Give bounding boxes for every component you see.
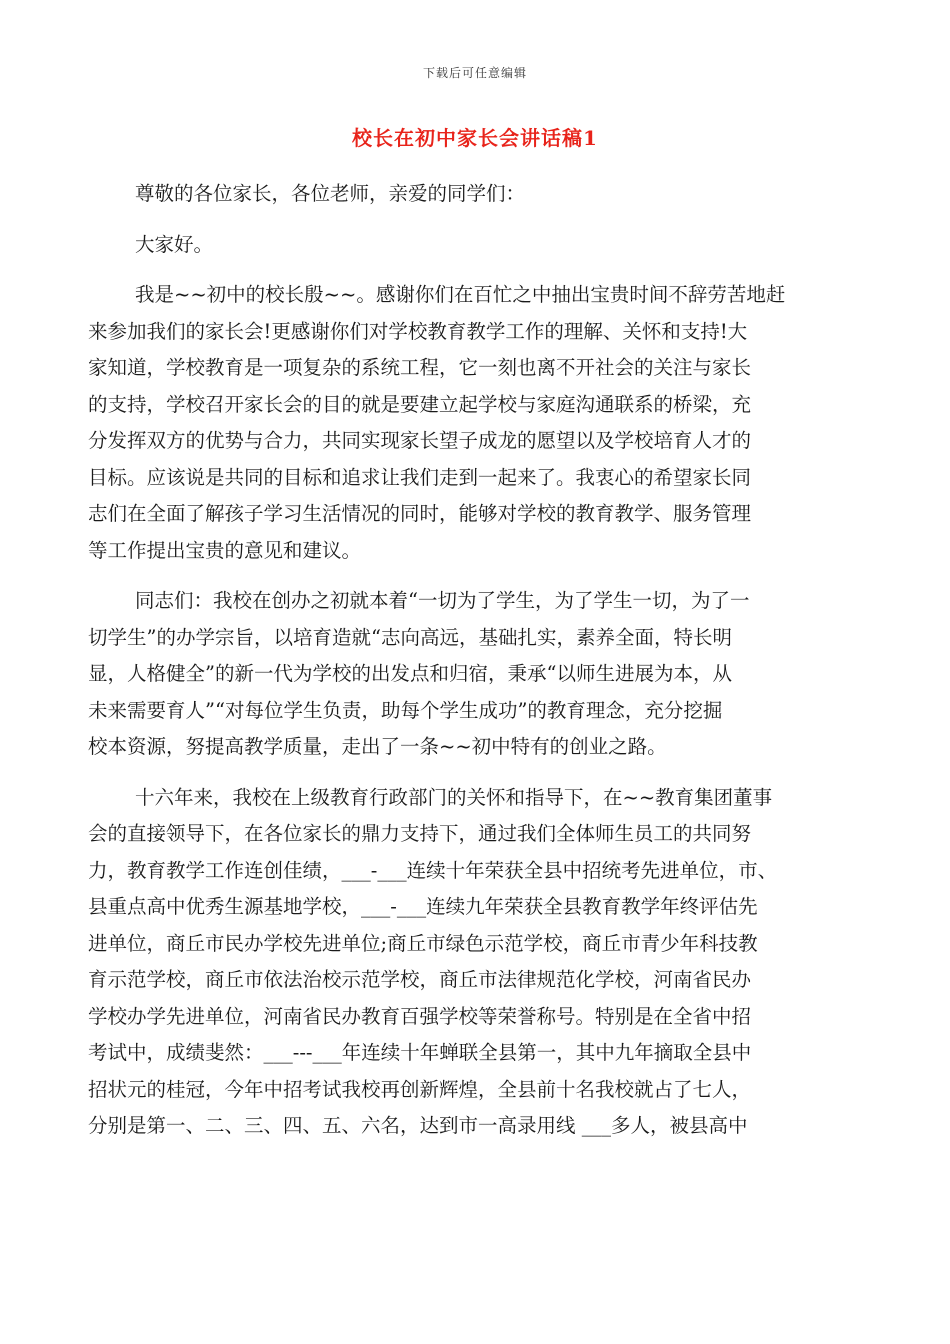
paragraph-line: 分发挥双方的优势与合力，共同实现家长望子成龙的愿望以及学校培育人才的 (88, 429, 752, 452)
paragraph-line: 县重点高中优秀生源基地学校，___-___连续九年荣获全县教育教学年终评估先 (88, 895, 758, 918)
paragraph-salutation (88, 176, 858, 213)
paragraph-line: 我是~~初中的校长殷~~。感谢你们在百忙之中抽出宝贵时间不辞劳苦地赶 (135, 283, 786, 306)
paragraph-line: 家知道，学校教育是一项复杂的系统工程，它一刻也离不开社会的关注与家长 (88, 356, 752, 379)
paragraph-line: 分别是第一、二、三、四、五、六名，达到市一高录用线 ___多人，被县高中 (88, 1114, 748, 1137)
paragraph-line: 校本资源，努提高教学质量，走出了一条~~初中特有的创业之路。 (88, 735, 667, 758)
page-header-note: 下载后可任意编辑 (422, 66, 527, 80)
document-title: 校长在初中家长会讲话稿1 (352, 126, 598, 150)
paragraph-greeting (88, 227, 858, 264)
paragraph-line: 未来需要育人”“对每位学生负责，助每个学生成功”的教育理念，充分挖掘 (88, 698, 723, 722)
paragraph-line: 尊敬的各位家长，各位老师，亲爱的同学们： (135, 182, 526, 205)
paragraph-line: 力，教育教学工作连创佳绩，___-___连续十年荣获全县中招统考先进单位，市、 (88, 858, 778, 882)
paragraph-line: 的支持，学校召开家长会的目的就是要建立起学校与家庭沟通联系的桥梁，充 (88, 392, 752, 416)
paragraph-achievements (88, 780, 858, 1145)
paragraph-line: 招状元的桂冠，今年中招考试我校再创新辉煌，全县前十名我校就占了七人， (88, 1077, 752, 1101)
paragraph-line: 进单位，商丘市民办学校先进单位;商丘市绿色示范学校，商丘市青少年科技教 (88, 931, 758, 955)
paragraph-line: 学校办学先进单位，河南省民办教育百强学校等荣誉称号。特别是在全省中招 (88, 1004, 752, 1028)
paragraph-line: 大家好。 (135, 232, 214, 256)
paragraph-line: 切学生”的办学宗旨，以培育造就“志向高远，基础扎实，素养全面，特长明 (88, 625, 732, 649)
paragraph-line: 来参加我们的家长会!更感谢你们对学校教育教学工作的理解、关怀和支持!大 (88, 319, 748, 343)
document-body (88, 176, 858, 1145)
paragraph-line: 等工作提出宝贵的意见和建议。 (88, 538, 362, 562)
paragraph-line: 育示范学校，商丘市依法治校示范学校，商丘市法律规范化学校，河南省民办 (88, 968, 752, 991)
paragraph-line: 显，人格健全”的新一代为学校的出发点和归宿，秉承“以师生进展为本，从 (88, 662, 732, 685)
paragraph-line: 会的直接领导下，在各位家长的鼎力支持下，通过我们全体师生员工的共同努 (88, 822, 752, 845)
paragraph-line: 志们在全面了解孩子学习生活情况的同时，能够对学校的教育教学、服务管理 (88, 502, 752, 525)
paragraph-line: 目标。应该说是共同的目标和追求让我们走到一起来了。我衷心的希望家长同 (88, 465, 752, 489)
paragraph-line: 同志们：我校在创办之初就本着“一切为了学生，为了学生一切，为了一 (135, 589, 750, 612)
paragraph-introduction (88, 277, 858, 569)
paragraph-line: 考试中，成绩斐然：___---___年连续十年蝉联全县第一，其中九年摘取全县中 (88, 1041, 752, 1064)
paragraph-line: 十六年来，我校在上级教育行政部门的关怀和指导下，在~~教育集团董事 (135, 785, 773, 809)
paragraph-school-philosophy (88, 583, 858, 766)
